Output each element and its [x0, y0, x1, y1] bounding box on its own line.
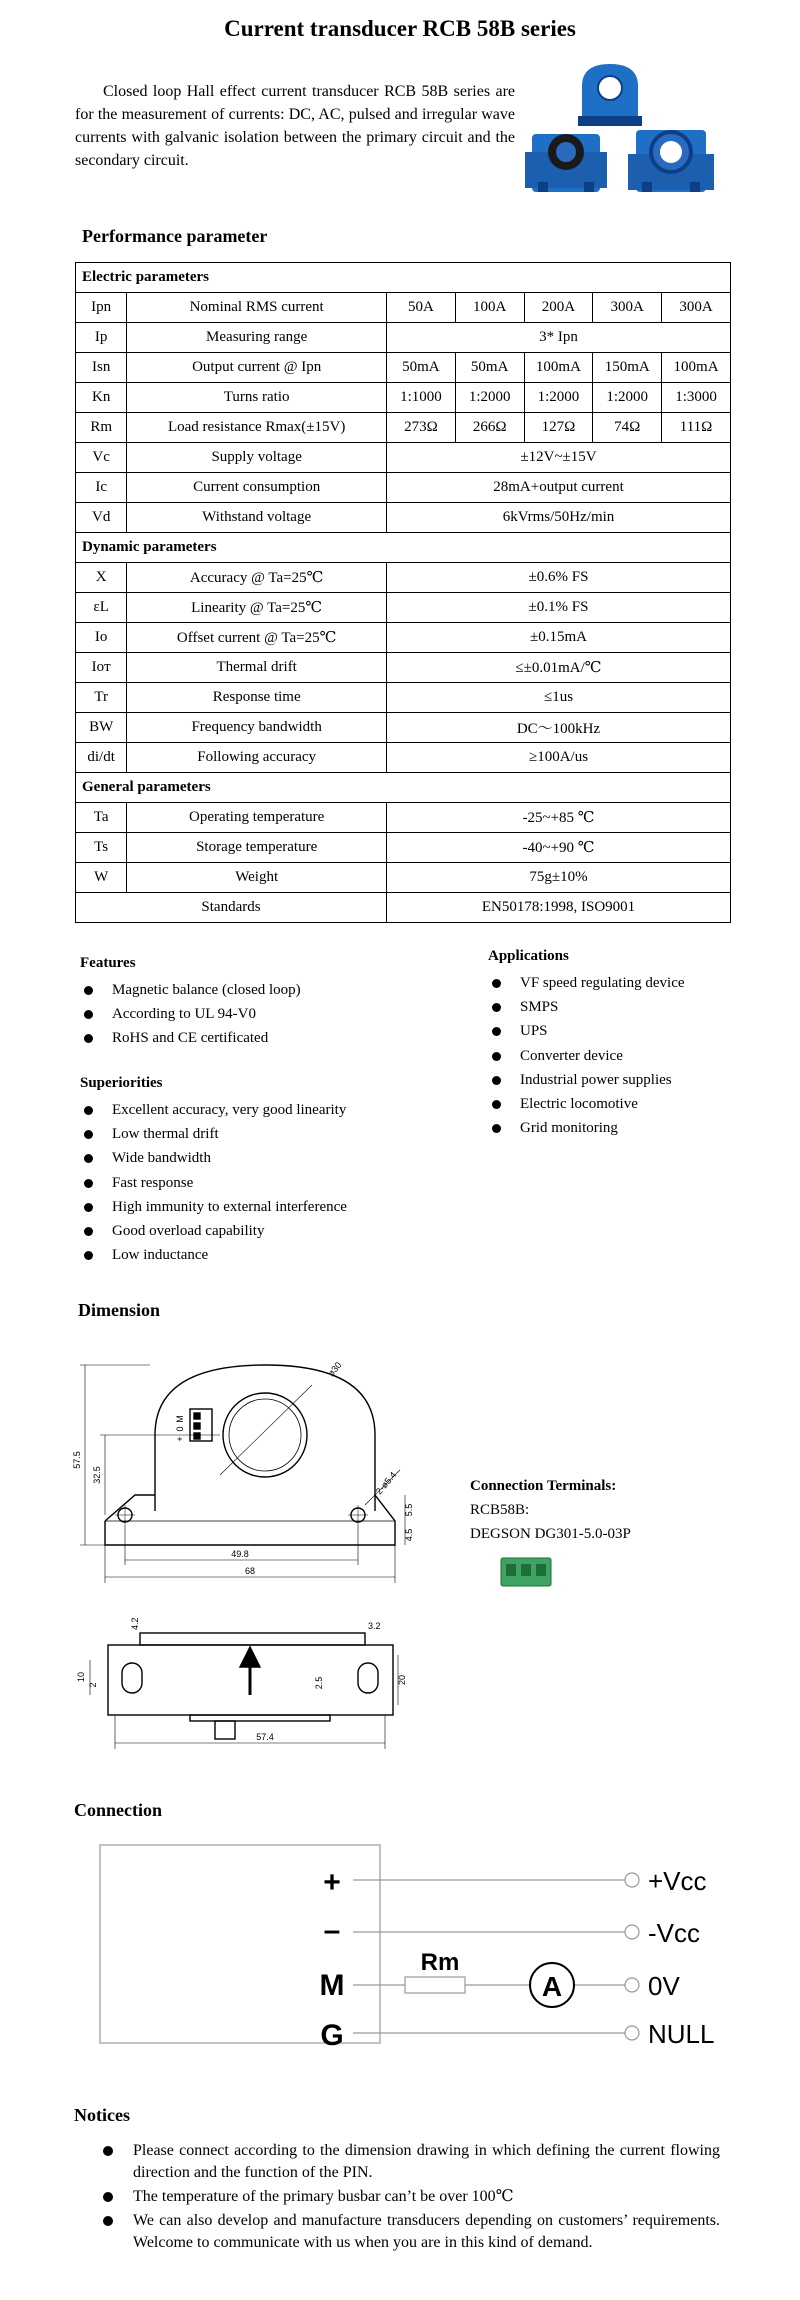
param-value: ≥100A/us — [387, 743, 731, 773]
current-rating: 50A — [387, 293, 456, 323]
dim-25: 2.5 — [314, 1676, 324, 1690]
superiorities-list — [80, 1098, 347, 1267]
standards-label: Standards — [76, 893, 387, 923]
param-value: 266Ω — [455, 413, 524, 443]
param-value: 1:1000 — [387, 383, 456, 413]
performance-table — [75, 262, 731, 923]
list-item: Wide bandwidth — [80, 1146, 347, 1170]
param-value: ≤±0.01mA/℃ — [387, 653, 731, 683]
param-value: 75g±10% — [387, 863, 731, 893]
table-row — [76, 683, 731, 713]
list-item: Please connect according to the dimension drawing in which defining the current flowing direction and the function of the PIN. — [75, 2140, 720, 2184]
section-row-dynamic — [76, 533, 731, 563]
param-symbol: Kn — [76, 383, 127, 413]
param-value: 3* Ipn — [387, 323, 731, 353]
section-dynamic: Dynamic parameters — [76, 533, 731, 563]
applications-list — [488, 971, 685, 1140]
table-row — [76, 383, 731, 413]
dim-20: 20 — [397, 1674, 407, 1686]
list-item: High immunity to external interference — [80, 1195, 347, 1219]
output-vcc-plus: +Vcc — [648, 1866, 707, 1896]
list-item: Low inductance — [80, 1243, 347, 1267]
param-symbol: Tr — [76, 683, 127, 713]
applications-heading: Applications — [488, 948, 569, 964]
list-item: The temperature of the primary busbar can’t be over 100℃ — [75, 2186, 720, 2208]
table-row — [76, 803, 731, 833]
page-title: Current transducer RCB 58B series — [224, 16, 576, 41]
section-general: General parameters — [76, 773, 731, 803]
pin-g: G — [320, 2019, 344, 2052]
section-row-electric — [76, 263, 731, 293]
param-symbol: Ts — [76, 833, 127, 863]
param-value: 50mA — [387, 353, 456, 383]
param-value: 28mA+output current — [387, 473, 731, 503]
list-item: UPS — [488, 1019, 685, 1043]
list-item: Magnetic balance (closed loop) — [80, 978, 301, 1002]
current-rating: 300A — [662, 293, 731, 323]
list-item: Excellent accuracy, very good linearity — [80, 1098, 347, 1122]
dimension-heading: Dimension — [78, 1300, 161, 1320]
param-value: 1:2000 — [524, 383, 593, 413]
param-value: DC～100kHz — [387, 713, 731, 743]
list-item: Electric locomotive — [488, 1092, 685, 1116]
current-rating: 200A — [524, 293, 593, 323]
param-symbol: Isn — [76, 353, 127, 383]
param-symbol: BW — [76, 713, 127, 743]
table-row — [76, 503, 731, 533]
current-rating: 100A — [455, 293, 524, 323]
param-symbol: Ioт — [76, 653, 127, 683]
pin-minus: – — [323, 1914, 341, 1947]
notices-section — [75, 2140, 720, 2256]
param-value: 100mA — [524, 353, 593, 383]
param-value: 111Ω — [662, 413, 731, 443]
param-symbol: Io — [76, 623, 127, 653]
param-symbol: Ip — [76, 323, 127, 353]
param-value: 100mA — [662, 353, 731, 383]
features-heading: Features — [80, 955, 136, 971]
param-name: Linearity @ Ta=25℃ — [127, 593, 387, 623]
features-list — [80, 978, 301, 1051]
param-value: ±0.6% FS — [387, 563, 731, 593]
table-row — [76, 323, 731, 353]
table-row — [76, 293, 731, 323]
resistor-label: Rm — [420, 1949, 460, 1976]
param-symbol: Ta — [76, 803, 127, 833]
connection-diagram — [95, 1840, 735, 2050]
dim-575: 57.5 — [72, 1451, 82, 1469]
param-name: Operating temperature — [127, 803, 387, 833]
list-item: Industrial power supplies — [488, 1068, 685, 1092]
param-name: Load resistance Rmax(±15V) — [127, 413, 387, 443]
dim-d30: ø30 — [325, 1359, 344, 1379]
dim-2: 2 — [88, 1682, 98, 1688]
param-name: Measuring range — [127, 323, 387, 353]
list-item: Good overload capability — [80, 1219, 347, 1243]
param-value: ±0.15mA — [387, 623, 731, 653]
list-item: Converter device — [488, 1044, 685, 1068]
param-symbol: Ipn — [76, 293, 127, 323]
output-null: NULL — [648, 2019, 715, 2049]
connection-heading: Connection — [74, 1800, 163, 1820]
intro-paragraph: Closed loop Hall effect current transducer RCB 58B series are for the measurement of currents: DC, AC, pulsed and irregular wave currents with galvanic isolation between the primary circuit and the secondary circuit. — [75, 83, 515, 169]
ammeter-label: A — [541, 1971, 563, 2002]
list-item: Grid monitoring — [488, 1116, 685, 1140]
param-value: ±12V~±15V — [387, 443, 731, 473]
section-electric: Electric parameters — [76, 263, 731, 293]
dim-32: 3.2 — [368, 1621, 381, 1631]
pin-label-0: 0 — [175, 1426, 185, 1432]
param-name: Nominal RMS current — [127, 293, 387, 323]
param-name: Supply voltage — [127, 443, 387, 473]
param-value: 1:3000 — [662, 383, 731, 413]
table-row — [76, 833, 731, 863]
table-row — [76, 743, 731, 773]
features-section — [80, 955, 301, 1051]
terminals-connector: DEGSON DG301-5.0-03P — [470, 1526, 631, 1542]
param-value: 150mA — [593, 353, 662, 383]
param-value: ±0.1% FS — [387, 593, 731, 623]
param-name: Turns ratio — [127, 383, 387, 413]
table-row — [76, 413, 731, 443]
param-value: 1:2000 — [455, 383, 524, 413]
param-value: 127Ω — [524, 413, 593, 443]
section-row-general — [76, 773, 731, 803]
param-name: Weight — [127, 863, 387, 893]
table-row — [76, 713, 731, 743]
param-name: Withstand voltage — [127, 503, 387, 533]
dim-55: 5.5 — [404, 1503, 414, 1517]
table-row — [76, 593, 731, 623]
pin-label-m: M — [175, 1415, 185, 1423]
table-row — [76, 863, 731, 893]
param-name: Current consumption — [127, 473, 387, 503]
param-value: 1:2000 — [593, 383, 662, 413]
param-symbol: W — [76, 863, 127, 893]
table-row — [76, 653, 731, 683]
table-row — [76, 563, 731, 593]
param-name: Storage temperature — [127, 833, 387, 863]
dim-45: 4.5 — [404, 1528, 414, 1542]
list-item: Low thermal drift — [80, 1122, 347, 1146]
dim-574: 57.4 — [256, 1732, 274, 1742]
connector-image — [500, 1556, 552, 1588]
param-value: 50mA — [455, 353, 524, 383]
dim-68: 68 — [244, 1566, 256, 1576]
table-row — [76, 443, 731, 473]
table-row — [76, 623, 731, 653]
param-value: 74Ω — [593, 413, 662, 443]
current-rating: 300A — [593, 293, 662, 323]
pin-plus: + — [323, 1866, 341, 1899]
param-name: Frequency bandwidth — [127, 713, 387, 743]
pin-label-plus: + — [175, 1436, 185, 1442]
param-value: 6kVrms/50Hz/min — [387, 503, 731, 533]
list-item: VF speed regulating device — [488, 971, 685, 995]
list-item: We can also develop and manufacture transducers depending on customers’ requirements. Welcome to communicate with us when you are in this kind of demand. — [75, 2210, 720, 2254]
param-symbol: Ic — [76, 473, 127, 503]
param-name: Response time — [127, 683, 387, 713]
param-symbol: di/dt — [76, 743, 127, 773]
param-name: Output current @ Ipn — [127, 353, 387, 383]
param-name: Offset current @ Ta=25℃ — [127, 623, 387, 653]
param-symbol: X — [76, 563, 127, 593]
dimension-drawing — [72, 1355, 420, 1765]
table-row — [76, 353, 731, 383]
terminals-heading: Connection Terminals: — [470, 1478, 617, 1494]
param-value: -25~+85 ℃ — [387, 803, 731, 833]
notices-list — [75, 2140, 720, 2254]
table-row — [76, 473, 731, 503]
superiorities-section — [80, 1075, 347, 1267]
param-value: 273Ω — [387, 413, 456, 443]
param-symbol: Rm — [76, 413, 127, 443]
output-vcc-minus: -Vcc — [648, 1918, 700, 1948]
dim-42: 4.2 — [130, 1617, 140, 1630]
output-0v: 0V — [648, 1971, 680, 2001]
dim-hole: 2-ø5.4 — [373, 1469, 399, 1497]
standards-value: EN50178:1998, ISO9001 — [387, 893, 731, 923]
param-value: ≤1us — [387, 683, 731, 713]
performance-heading: Performance parameter — [82, 226, 268, 246]
param-symbol: Vd — [76, 503, 127, 533]
notices-heading: Notices — [74, 2105, 130, 2125]
pin-m: M — [319, 1969, 345, 2002]
list-item: RoHS and CE certificated — [80, 1026, 301, 1050]
list-item: According to UL 94-V0 — [80, 1002, 301, 1026]
superiorities-heading: Superiorities — [80, 1075, 163, 1091]
standards-row — [76, 893, 731, 923]
param-value: -40~+90 ℃ — [387, 833, 731, 863]
param-name: Following accuracy — [127, 743, 387, 773]
terminals-model: RCB58B: — [470, 1502, 530, 1518]
dim-10: 10 — [76, 1671, 86, 1683]
list-item: Fast response — [80, 1171, 347, 1195]
param-symbol: Vc — [76, 443, 127, 473]
dim-498: 49.8 — [231, 1549, 249, 1559]
product-photo — [520, 64, 735, 204]
param-name: Accuracy @ Ta=25℃ — [127, 563, 387, 593]
applications-section — [488, 948, 685, 1140]
param-symbol: εL — [76, 593, 127, 623]
dim-325: 32.5 — [92, 1466, 102, 1484]
list-item: SMPS — [488, 995, 685, 1019]
param-name: Thermal drift — [127, 653, 387, 683]
